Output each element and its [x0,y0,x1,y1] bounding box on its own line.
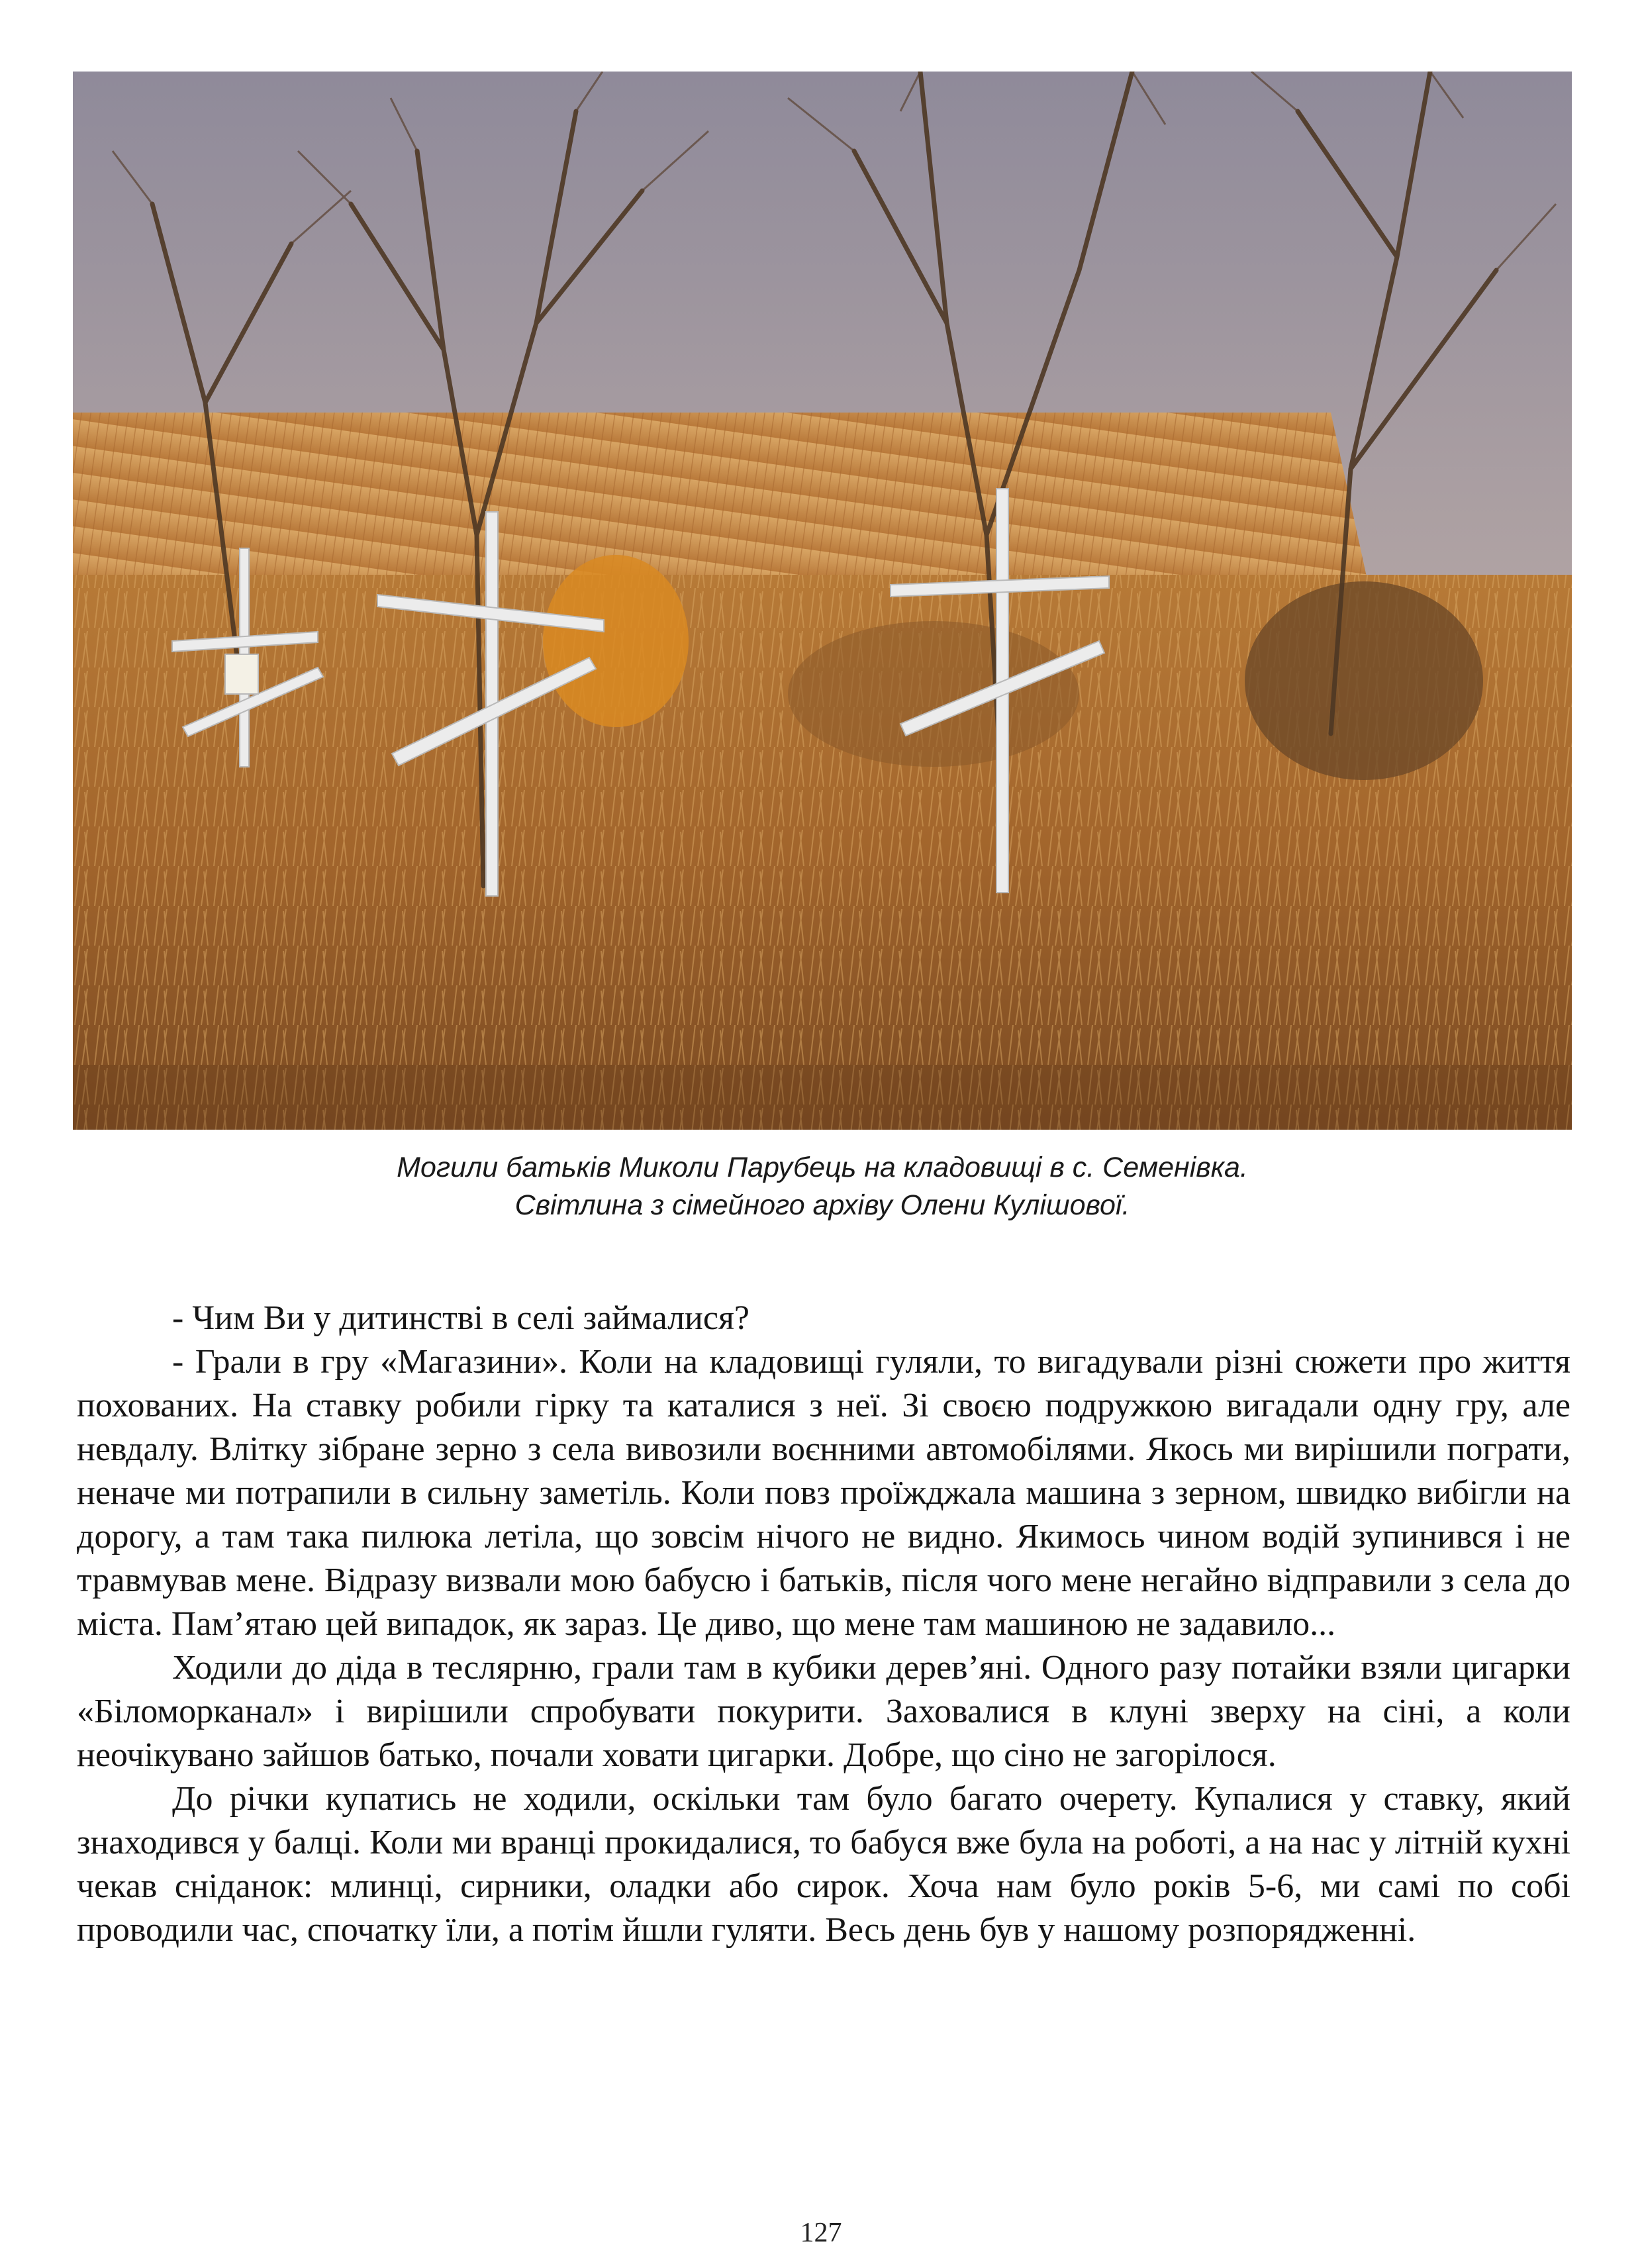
paragraph-question: - Чим Ви у дитинстві в селі займалися? [172,1299,749,1337]
photo-graves-crosses [73,72,1572,1130]
caption-line-2: Світлина з сімейного архіву Олени Кулішової. [514,1189,1130,1221]
paragraph-answer: - Грали в гру «Магазини». Коли на кладовищі гуляли, то вигадували різні сюжети про життя похованих. На ставку робили гірку та каталися з неї. Зі своєю подружкою вигадали одну гру, але невдалу. Влітку зібране зерно з села вивозили воєнними автомобілями. Якось ми вирішили пограти, неначе ми потрапили в сильну заметіль. Коли повз проїжджала машина з зерном, швидко вибігли на дорогу, а там така пилюка летіла, що зовсім нічого не видно. Якимось чином водій зупинився і не травмував мене. Відразу визвали мою бабусю і батьків, після чого мене негайно відправили з села до міста. Пам’ятаю цей випадок, як зараз. Це диво, що мене там машиною не задавило... [77,1343,1570,1643]
caption-line-1: Могили батьків Миколи Парубець на кладовищі в с. Семенівка. [397,1152,1248,1183]
photo-graves-crosses-icon [73,72,1572,1130]
paragraph-river: До річки купатись не ходили, оскільки там було багато очерету. Купалися у ставку, який знаходився у балці. Коли ми вранці прокидалися, то бабуся вже була на роботі, а на нас у літній кухні чекав сніданок: млинці, сирники, оладки або сирок. Хоча нам було років 5-6, ми самі по собі проводили час, спочатку їли, а потім йшли гуляти. Весь день був у нашому розпорядженні. [77,1780,1570,1949]
photo-caption [73,1149,1572,1224]
body-text [77,1297,1570,1952]
page-number: 127 [800,2218,842,2248]
paragraph-workshop: Ходили до діда в теслярню, грали там в кубики дерев’яні. Одного разу потайки взяли цигарки «Біломорканал» і вирішили спробувати покурити. Заховалися в клуні зверху на сіні, а коли неочікувано зайшов батько, почали ховати цигарки. Добре, що сіно не загорілося. [77,1649,1570,1774]
